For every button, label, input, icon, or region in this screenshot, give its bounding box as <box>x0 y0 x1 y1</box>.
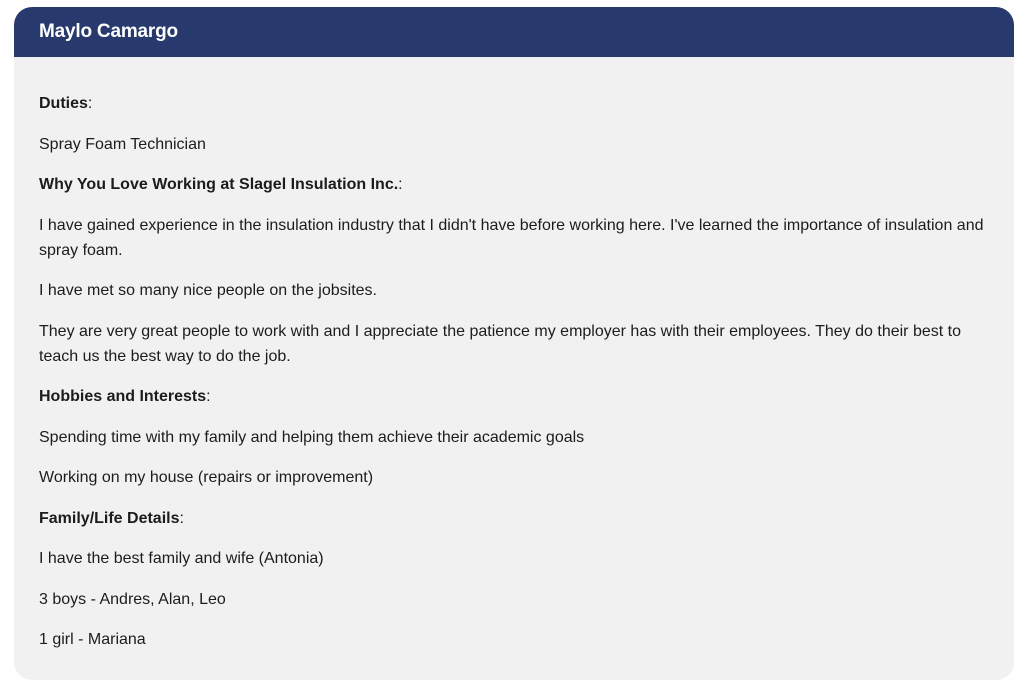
family-paragraph-1: I have the best family and wife (Antonia) <box>39 550 324 567</box>
employee-profile-card <box>14 7 1014 680</box>
card-body <box>14 57 1014 652</box>
why-label: Why You Love Working at Slagel Insulation Inc. <box>39 176 399 193</box>
employee-name: Maylo Camargo <box>39 21 178 42</box>
family-colon: : <box>179 509 184 527</box>
family-label: Family/Life Details <box>39 509 180 527</box>
family-heading <box>39 506 989 531</box>
duties-colon: : <box>87 95 93 112</box>
card-header <box>14 7 1014 57</box>
family-paragraph-3: 1 girl - Mariana <box>39 631 146 648</box>
why-paragraph-3: They are very great people to work with and I appreciate the patience my employer has with their employees. They do their best to teach us the best way to do the job. <box>39 322 961 365</box>
hobbies-heading <box>39 384 989 409</box>
why-paragraph-1: I have gained experience in the insulation industry that I didn't have before working here. I've learned the importance of insulation and spray foam. <box>39 216 984 259</box>
duties-heading <box>39 91 989 116</box>
hobbies-label: Hobbies and Interests <box>39 388 207 405</box>
why-colon: : <box>398 176 403 193</box>
hobbies-paragraph-2: Working on my house (repairs or improvement) <box>39 469 374 486</box>
duties-label: Duties <box>39 95 88 112</box>
hobbies-paragraph-1: Spending time with my family and helping them achieve their academic goals <box>39 428 585 446</box>
family-paragraph-2: 3 boys - Andres, Alan, Leo <box>39 590 226 608</box>
why-heading <box>39 172 989 197</box>
why-paragraph-2: I have met so many nice people on the jobsites. <box>39 282 377 299</box>
duties-value: Spray Foam Technician <box>39 135 206 153</box>
hobbies-colon: : <box>206 388 211 405</box>
